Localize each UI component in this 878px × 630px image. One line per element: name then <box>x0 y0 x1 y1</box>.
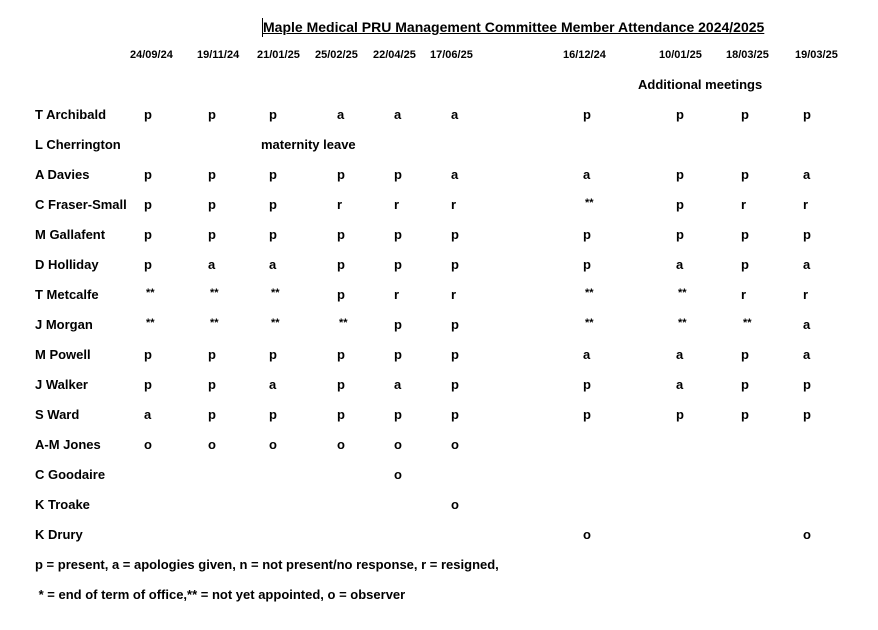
attendance-mark: a <box>451 167 459 182</box>
legend-line-2: * = end of term of office,** = not yet appointed, o = observer <box>35 587 406 602</box>
legend-line-1: p = present, a = apologies given, n = not present/no response, r = resigned, <box>35 557 499 572</box>
member-name: T Archibald <box>35 107 107 122</box>
member-name: M Powell <box>35 347 91 362</box>
attendance-mark: p <box>803 377 811 392</box>
attendance-mark: a <box>269 257 277 272</box>
attendance-mark: p <box>269 107 277 122</box>
member-name: L Cherrington <box>35 137 121 152</box>
attendance-mark: p <box>583 227 591 242</box>
member-name: S Ward <box>35 407 80 422</box>
attendance-mark: p <box>741 377 749 392</box>
attendance-mark: a <box>803 347 811 362</box>
table-row <box>0 257 878 279</box>
table-row <box>0 377 878 399</box>
attendance-mark: p <box>208 227 216 242</box>
attendance-mark: a <box>676 377 684 392</box>
attendance-mark: p <box>741 407 749 422</box>
attendance-mark: a <box>676 257 684 272</box>
attendance-mark: a <box>676 347 684 362</box>
attendance-mark: p <box>741 107 749 122</box>
attendance-mark: p <box>583 107 591 122</box>
attendance-mark: r <box>741 287 747 302</box>
attendance-mark: o <box>451 497 459 512</box>
attendance-mark: p <box>269 407 277 422</box>
date-header: 17/06/25 <box>430 49 473 61</box>
attendance-mark: p <box>451 317 459 332</box>
attendance-mark: p <box>741 227 749 242</box>
table-row <box>0 347 878 369</box>
page-title: Maple Medical PRU Management Committee Member Attendance 2024/2025 <box>263 19 765 35</box>
attendance-mark: a <box>208 257 216 272</box>
attendance-mark: o <box>451 437 459 452</box>
date-header: 25/02/25 <box>315 49 358 61</box>
attendance-mark: o <box>208 437 216 452</box>
attendance-mark: p <box>741 257 749 272</box>
date-header: 22/04/25 <box>373 49 416 61</box>
attendance-mark: p <box>337 347 345 362</box>
attendance-mark: p <box>451 377 459 392</box>
attendance-mark: p <box>741 167 749 182</box>
attendance-mark: r <box>394 287 400 302</box>
member-name: C Fraser-Small <box>35 197 127 212</box>
attendance-mark: p <box>337 407 345 422</box>
attendance-mark: o <box>394 437 402 452</box>
attendance-mark: a <box>803 317 811 332</box>
table-row <box>0 167 878 189</box>
attendance-mark: a <box>451 107 459 122</box>
member-name: A Davies <box>35 167 90 182</box>
attendance-mark: p <box>394 167 402 182</box>
attendance-mark: p <box>269 347 277 362</box>
attendance-mark: p <box>144 197 152 212</box>
attendance-mark: r <box>451 287 457 302</box>
attendance-mark: a <box>803 257 811 272</box>
date-header: 19/11/24 <box>197 49 240 61</box>
attendance-mark: p <box>144 227 152 242</box>
attendance-mark: p <box>337 377 345 392</box>
attendance-mark: p <box>394 317 402 332</box>
attendance-mark: p <box>394 407 402 422</box>
attendance-mark: o <box>394 467 402 482</box>
attendance-mark: p <box>144 167 152 182</box>
member-name: A-M Jones <box>35 437 101 452</box>
attendance-mark: p <box>741 347 749 362</box>
date-header: 19/03/25 <box>795 49 838 61</box>
member-name: M Gallafent <box>35 227 106 242</box>
attendance-mark: p <box>394 227 402 242</box>
attendance-mark: p <box>676 197 684 212</box>
table-row <box>0 407 878 429</box>
attendance-mark: p <box>583 377 591 392</box>
attendance-mark: p <box>803 227 811 242</box>
attendance-mark: o <box>803 527 811 542</box>
attendance-mark: ** <box>271 317 280 329</box>
member-name: J Morgan <box>35 317 93 332</box>
attendance-mark: o <box>269 437 277 452</box>
attendance-mark: p <box>144 107 152 122</box>
attendance-mark: p <box>337 287 345 302</box>
attendance-mark: p <box>394 257 402 272</box>
attendance-mark: p <box>144 377 152 392</box>
attendance-mark: p <box>676 107 684 122</box>
attendance-mark: p <box>208 197 216 212</box>
table-row <box>0 107 878 129</box>
member-note: maternity leave <box>261 137 356 152</box>
member-name: J Walker <box>35 377 88 392</box>
attendance-mark: p <box>451 257 459 272</box>
member-name: K Troake <box>35 497 90 512</box>
table-row <box>0 437 878 459</box>
attendance-mark: ** <box>743 317 752 329</box>
attendance-mark: a <box>583 167 591 182</box>
attendance-mark: a <box>394 377 402 392</box>
attendance-mark: p <box>208 347 216 362</box>
attendance-mark: a <box>394 107 402 122</box>
table-row <box>0 137 878 159</box>
attendance-mark: p <box>803 107 811 122</box>
member-name: D Holliday <box>35 257 99 272</box>
attendance-mark: p <box>269 167 277 182</box>
table-row <box>0 527 878 549</box>
attendance-mark: p <box>451 227 459 242</box>
attendance-mark: ** <box>678 287 687 299</box>
attendance-mark: p <box>451 347 459 362</box>
table-row <box>0 197 878 219</box>
date-header: 16/12/24 <box>563 49 606 61</box>
attendance-mark: p <box>337 227 345 242</box>
member-name: T Metcalfe <box>35 287 99 302</box>
attendance-mark: o <box>337 437 345 452</box>
date-header: 18/03/25 <box>726 49 769 61</box>
attendance-mark: a <box>583 347 591 362</box>
attendance-mark: ** <box>146 287 155 299</box>
table-row <box>0 497 878 519</box>
attendance-mark: p <box>583 407 591 422</box>
attendance-mark: p <box>803 407 811 422</box>
attendance-mark: p <box>208 167 216 182</box>
table-row <box>0 467 878 489</box>
attendance-mark: r <box>337 197 343 212</box>
date-header: 10/01/25 <box>659 49 702 61</box>
attendance-mark: a <box>144 407 152 422</box>
attendance-mark: r <box>803 287 809 302</box>
table-row <box>0 317 878 339</box>
table-row <box>0 287 878 309</box>
attendance-mark: p <box>269 227 277 242</box>
attendance-mark: p <box>144 257 152 272</box>
attendance-mark: o <box>144 437 152 452</box>
attendance-mark: ** <box>585 197 594 209</box>
attendance-mark: r <box>394 197 400 212</box>
attendance-mark: r <box>803 197 809 212</box>
attendance-mark: ** <box>585 317 594 329</box>
attendance-mark: p <box>208 377 216 392</box>
attendance-mark: ** <box>271 287 280 299</box>
attendance-mark: a <box>803 167 811 182</box>
date-header: 24/09/24 <box>130 49 173 61</box>
attendance-mark: p <box>394 347 402 362</box>
attendance-mark: ** <box>678 317 687 329</box>
attendance-mark: r <box>741 197 747 212</box>
attendance-mark: ** <box>210 287 219 299</box>
member-name: K Drury <box>35 527 83 542</box>
attendance-mark: p <box>337 257 345 272</box>
attendance-mark: p <box>208 107 216 122</box>
attendance-mark: p <box>337 167 345 182</box>
attendance-mark: ** <box>339 317 348 329</box>
attendance-mark: p <box>676 227 684 242</box>
attendance-mark: ** <box>210 317 219 329</box>
attendance-mark: p <box>583 257 591 272</box>
attendance-mark: p <box>676 167 684 182</box>
attendance-mark: p <box>451 407 459 422</box>
attendance-mark: a <box>269 377 277 392</box>
additional-meetings-label: Additional meetings <box>638 77 763 92</box>
table-row <box>0 227 878 249</box>
attendance-mark: ** <box>146 317 155 329</box>
date-header: 21/01/25 <box>257 49 300 61</box>
attendance-mark: a <box>337 107 345 122</box>
attendance-mark: r <box>451 197 457 212</box>
attendance-mark: p <box>269 197 277 212</box>
attendance-mark: ** <box>585 287 594 299</box>
attendance-mark: p <box>144 347 152 362</box>
attendance-mark: o <box>583 527 591 542</box>
attendance-mark: p <box>208 407 216 422</box>
member-name: C Goodaire <box>35 467 106 482</box>
attendance-mark: p <box>676 407 684 422</box>
